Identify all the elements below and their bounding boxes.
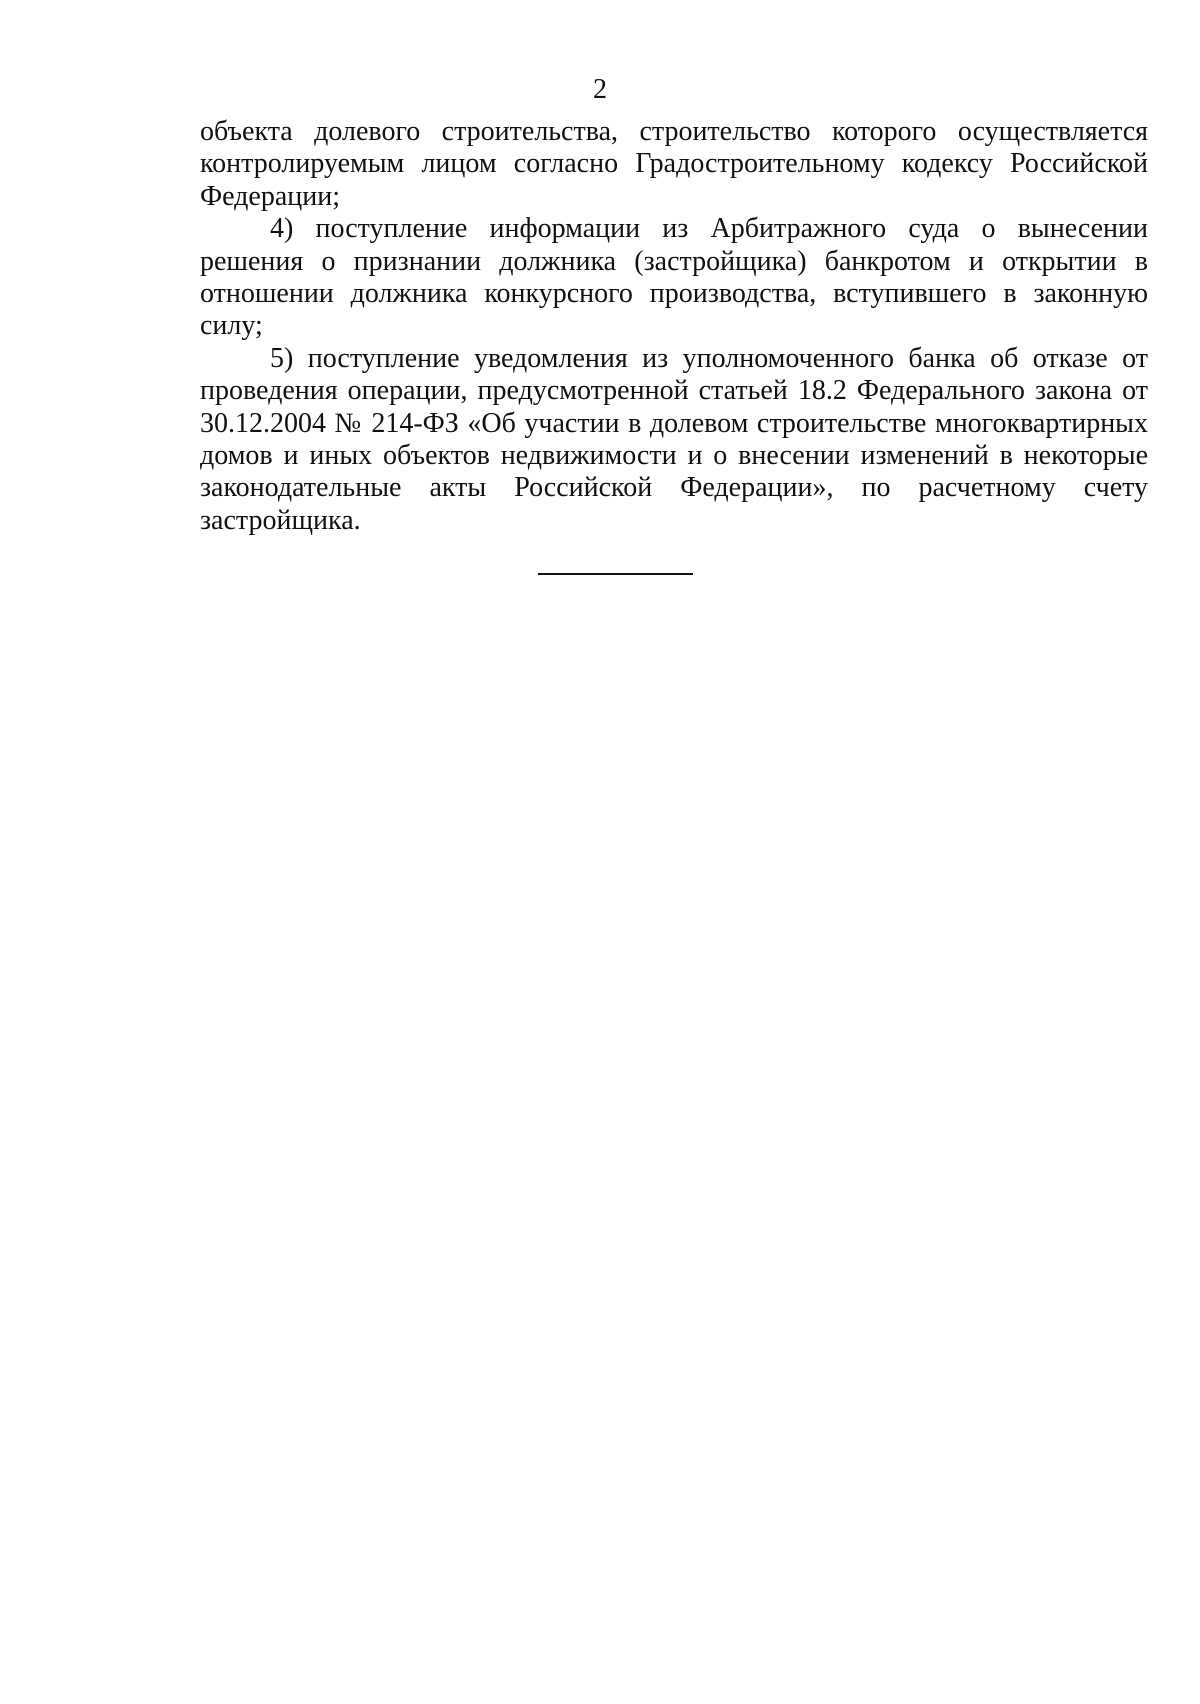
- paragraph-item-4: 4) поступление информации из Арбитражного суда о вынесении решения о признании должника (застройщика) банкротом и открытии в отношении должника конкурсного производства, вступившего в законную силу;: [200, 213, 1148, 342]
- paragraph-item-5: 5) поступление уведомления из уполномоченного банка об отказе от проведения операции, предусмотренной статьей 18.2 Федерального закона от 30.12.2004 № 214-ФЗ «Об участии в долевом строительстве многоквартирных домов и иных объектов недвижимости и о внесении изменений в некоторые законодательные акты Российской Федерации», по расчетному счету застройщика.: [200, 342, 1148, 536]
- paragraph-continuation: объекта долевого строительства, строительство которого осуществляется контролируемым лицом согласно Градостроительному кодексу Российской Федерации;: [200, 116, 1148, 212]
- page-number-text: 2: [593, 74, 607, 105]
- end-of-text-rule: [538, 573, 693, 575]
- document-body: [200, 116, 1148, 537]
- page-number: [74, 74, 1200, 106]
